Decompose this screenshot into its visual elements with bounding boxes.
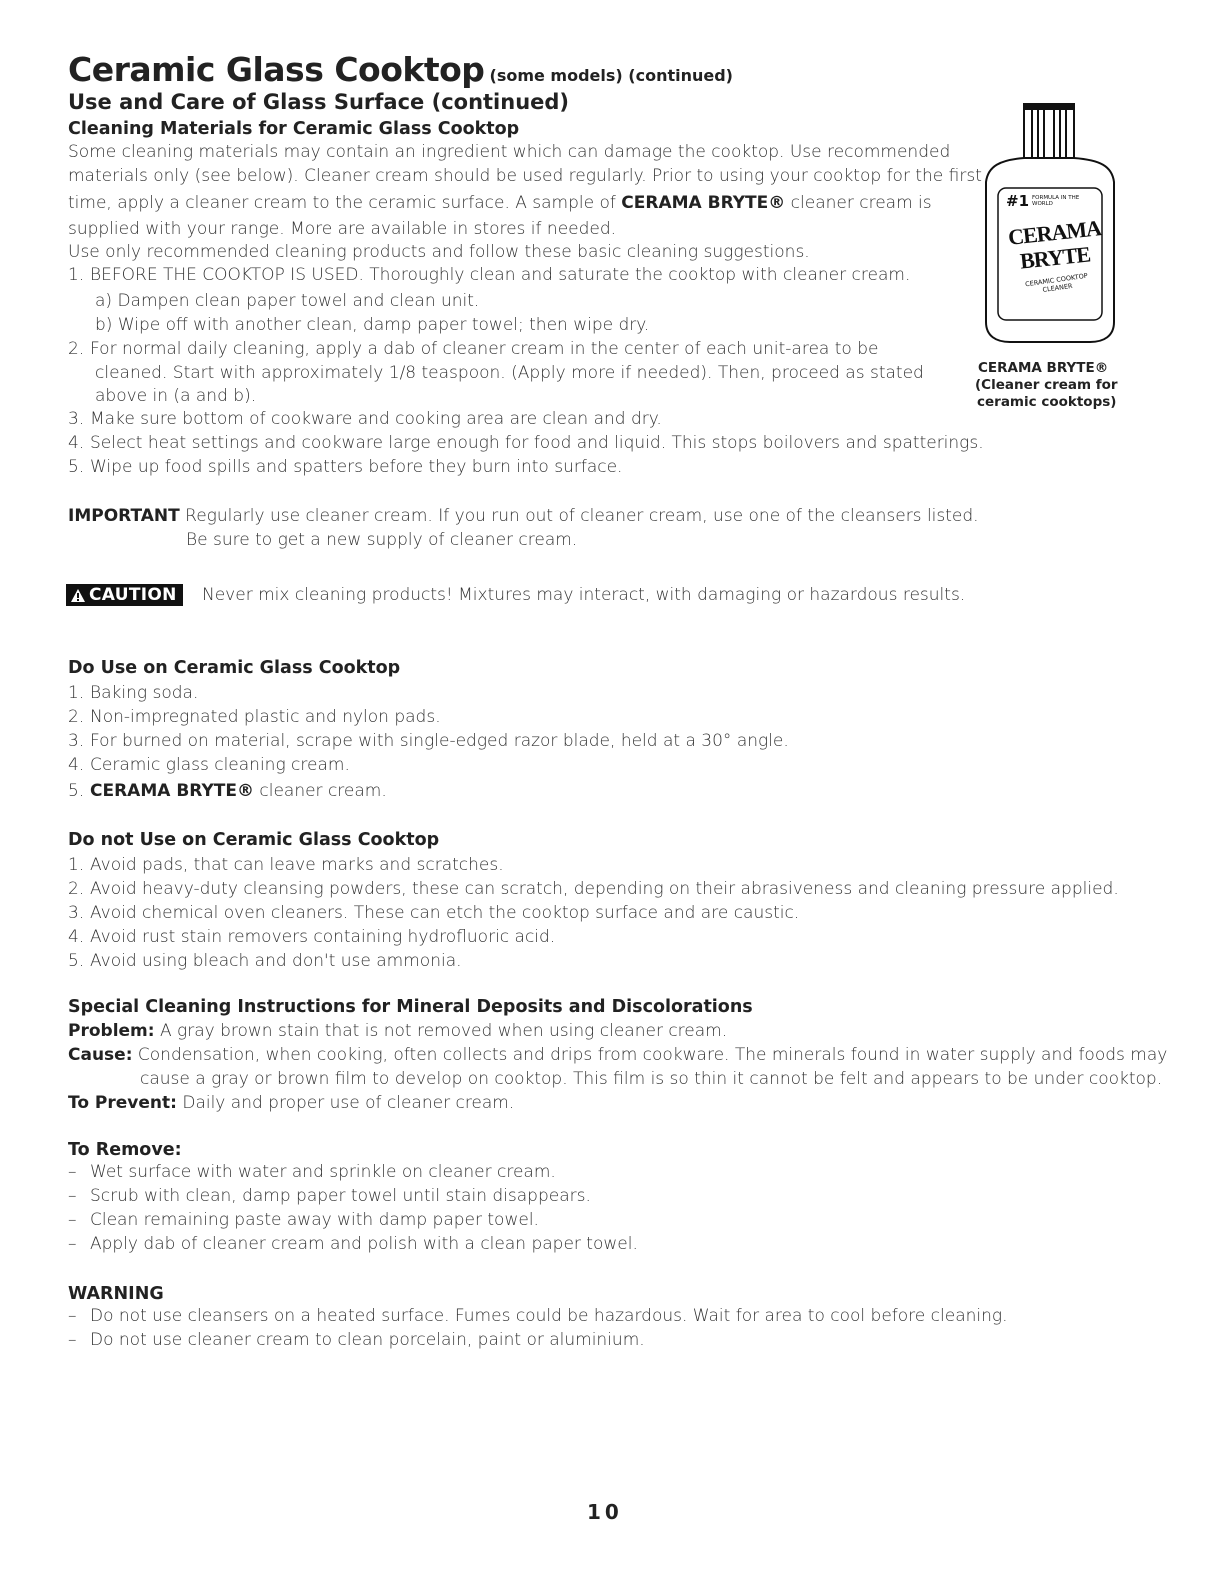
product-caption-1: CERAMA BRYTE® (978, 360, 1109, 376)
step-1 (68, 265, 910, 285)
subtitle: Use and Care of Glass Surface (continued) (68, 90, 570, 114)
intro-line-2: materials only (see below). Cleaner cream should be used regularly. Prior to using your cooktop for the first (68, 166, 982, 186)
cause-line: Cause: Condensation, when cooking, often collects and drips from cookware. The minerals found in water supply and foods may (68, 1045, 1168, 1065)
section-heading: Cleaning Materials for Ceramic Glass Cooktop (68, 119, 520, 139)
warning-triangle-icon (70, 588, 86, 603)
important-label: IMPORTANT (68, 506, 180, 526)
warning-item: – Do not use cleaner cream to clean porcelain, paint or aluminium. (68, 1330, 645, 1350)
step-2-line-2: cleaned. Start with approximately 1/8 teaspoon. (Apply more if needed). Then, proceed as stated (95, 363, 924, 383)
intro-text: cleaner cream is (785, 193, 932, 213)
intro-line-5: Use only recommended cleaning products and follow these basic cleaning suggestions. (68, 242, 810, 262)
page-title (68, 50, 733, 89)
step-number: 3. (68, 409, 85, 429)
step-1b: b) Wipe off with another clean, damp paper towel; then wipe dry. (95, 315, 650, 335)
do-use-item: 1. Baking soda. (68, 683, 199, 703)
important-text: Regularly use cleaner cream. If you run out of cleaner cream, use one of the cleansers listed. (185, 506, 979, 526)
label-rank: #1 (1006, 192, 1030, 210)
important-note (68, 506, 979, 526)
step-number: 1. (68, 265, 85, 285)
product-caption-3: ceramic cooktops) (977, 394, 1117, 410)
warning-heading: WARNING (68, 1284, 164, 1304)
intro-line-3 (68, 193, 932, 213)
caution-text: Never mix cleaning products! Mixtures may interact, with damaging or hazardous results. (202, 585, 966, 605)
product-bottle-image (980, 100, 1120, 345)
warning-item: – Do not use cleansers on a heated surface. Fumes could be hazardous. Wait for area to cool before cleaning. (68, 1306, 1008, 1326)
step-3 (68, 409, 662, 429)
do-use-item: 2. Non-impregnated plastic and nylon pads. (68, 707, 441, 727)
problem-line: Problem: A gray brown stain that is not removed when using cleaner cream. (68, 1021, 728, 1041)
label-product-type: CERAMIC COOKTOP CLEANER (1024, 271, 1089, 295)
step-2-line-3: above in (a and b). (95, 386, 257, 406)
do-not-use-heading: Do not Use on Ceramic Glass Cooktop (68, 830, 440, 850)
do-not-use-item: 1. Avoid pads, that can leave marks and scratches. (68, 855, 504, 875)
product-caption-2: (Cleaner cream for (975, 377, 1118, 393)
label-brand-1: CERAMA (1006, 215, 1102, 250)
step-text: BEFORE THE COOKTOP IS USED. Thoroughly clean and saturate the cooktop with cleaner cream. (90, 265, 911, 285)
do-use-item: 4. Ceramic glass cleaning cream. (68, 755, 350, 775)
caution-badge (66, 584, 183, 607)
brand-name: CERAMA BRYTE® (621, 193, 786, 213)
step-number: 4. (68, 433, 85, 453)
do-use-item: 5. CERAMA BRYTE® cleaner cream. (68, 781, 387, 801)
special-heading: Special Cleaning Instructions for Mineral Deposits and Discolorations (68, 997, 753, 1017)
step-4 (68, 433, 984, 453)
page-number: 10 (587, 1500, 623, 1524)
do-use-item: 3. For burned on material, scrape with single-edged razor blade, held at a 30° angle. (68, 731, 789, 751)
do-not-use-item: 3. Avoid chemical oven cleaners. These can etch the cooktop surface and are caustic. (68, 903, 800, 923)
step-number: 5. (68, 457, 85, 477)
prevent-line: To Prevent: Daily and proper use of cleaner cream. (68, 1093, 515, 1113)
remove-item: – Apply dab of cleaner cream and polish with a clean paper towel. (68, 1234, 638, 1254)
do-not-use-item: 5. Avoid using bleach and don't use ammonia. (68, 951, 462, 971)
do-not-use-item: 4. Avoid rust stain removers containing hydrofluoric acid. (68, 927, 556, 947)
step-text: Make sure bottom of cookware and cooking area are clean and dry. (90, 409, 662, 429)
step-1a: a) Dampen clean paper towel and clean unit. (95, 291, 480, 311)
caution-label: CAUTION (89, 585, 177, 605)
do-not-use-item: 2. Avoid heavy-duty cleansing powders, these can scratch, depending on their abrasiveness and cleaning pressure applied. (68, 879, 1119, 899)
step-number: 2. (68, 339, 85, 359)
intro-text: time, apply a cleaner cream to the ceramic surface. A sample of (68, 193, 622, 213)
label-brand-2: BRYTE (1018, 241, 1092, 274)
remove-item: – Clean remaining paste away with damp paper towel. (68, 1210, 539, 1230)
cause-line-2: cause a gray or brown film to develop on cooktop. This film is so thin it cannot be felt and appears to be under cooktop. (140, 1069, 1163, 1089)
title-suffix: (some models) (continued) (489, 66, 733, 85)
remove-item: – Scrub with clean, damp paper towel until stain disappears. (68, 1186, 591, 1206)
step-2 (68, 339, 878, 359)
step-5 (68, 457, 622, 477)
step-text: For normal daily cleaning, apply a dab of cleaner cream in the center of each unit-area to be (90, 339, 879, 359)
title-main: Ceramic Glass Cooktop (68, 50, 485, 89)
do-use-heading: Do Use on Ceramic Glass Cooktop (68, 658, 401, 678)
intro-line-1: Some cleaning materials may contain an ingredient which can damage the cooktop. Use recommended (68, 142, 951, 162)
important-line-2: Be sure to get a new supply of cleaner cream. (186, 530, 578, 550)
remove-heading: To Remove: (68, 1140, 182, 1160)
intro-line-4: supplied with your range. More are available in stores if needed. (68, 219, 617, 239)
step-text: Select heat settings and cookware large enough for food and liquid. This stops boilovers and spatterings. (90, 433, 984, 453)
step-text: Wipe up food spills and spatters before they burn into surface. (90, 457, 623, 477)
remove-item: – Wet surface with water and sprinkle on cleaner cream. (68, 1162, 556, 1182)
label-small-text: FORMULA IN THE WORLD (1032, 195, 1080, 207)
